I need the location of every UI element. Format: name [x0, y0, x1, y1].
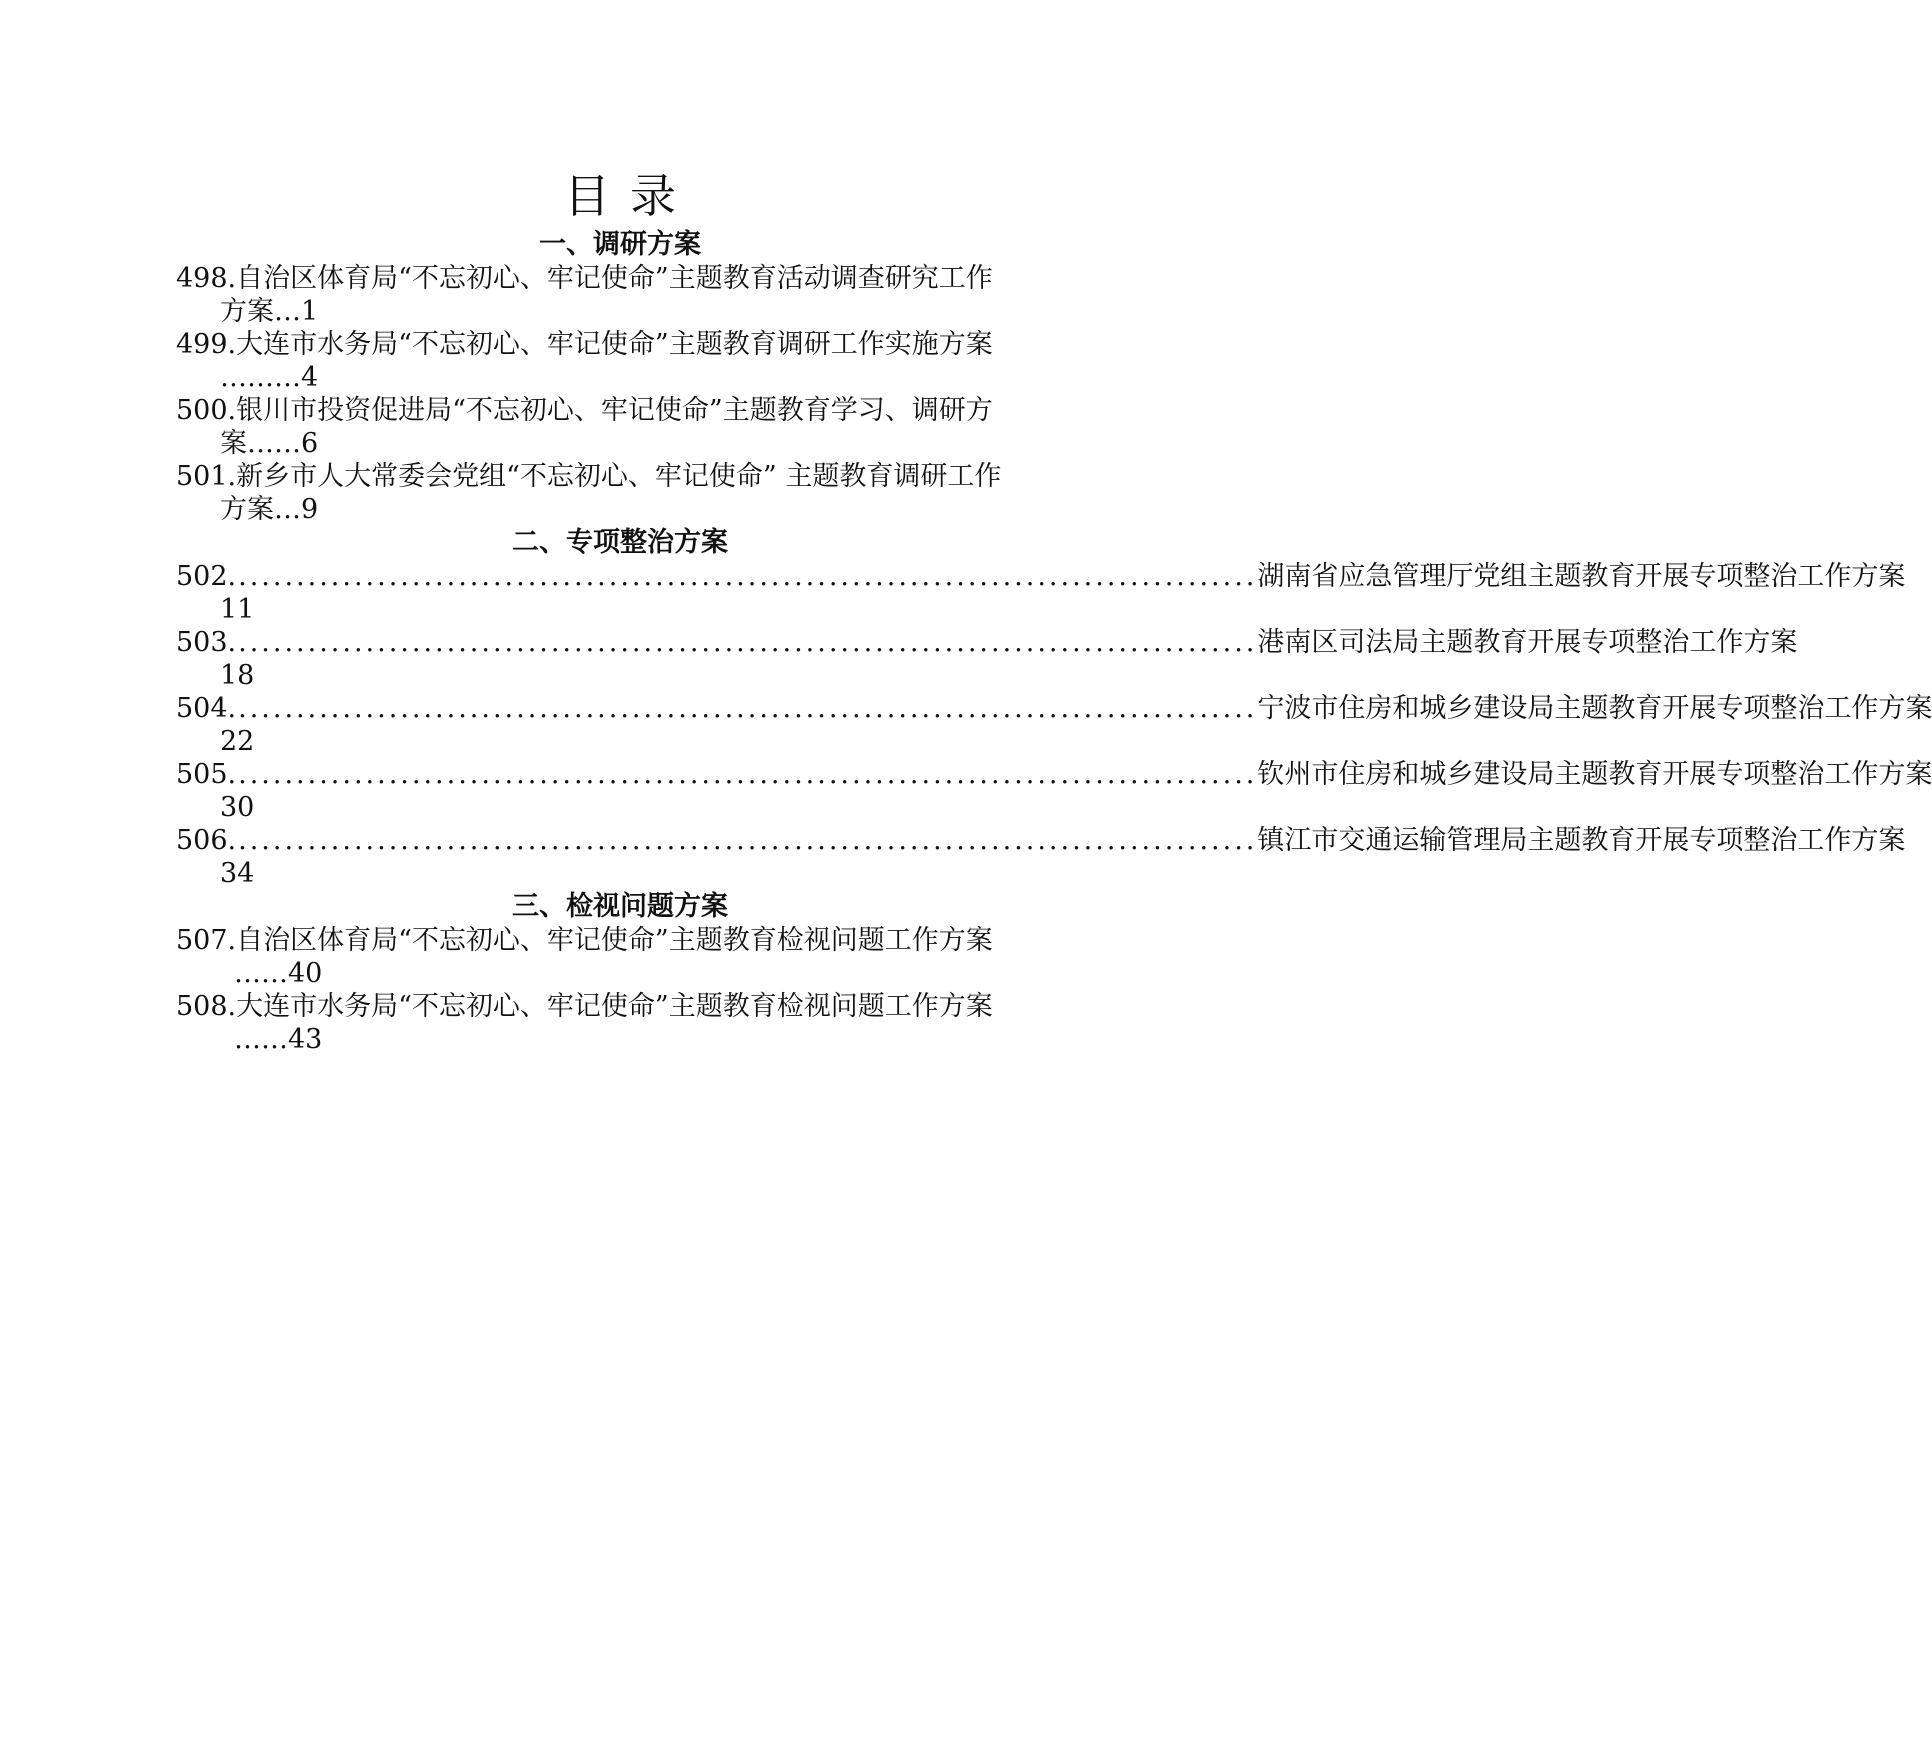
entry-number: 498.	[176, 263, 237, 294]
entry-page-number: 22	[220, 726, 255, 757]
entry-number: 499.	[176, 329, 237, 360]
entry-title: 自治区体育局“不忘初心、牢记使命”主题教育活动调查研究工作	[236, 263, 993, 294]
toc-entry-503[interactable]	[176, 626, 1798, 692]
toc-entry-504[interactable]	[176, 692, 1932, 758]
toc-entry-506[interactable]	[176, 824, 1906, 890]
entry-title: 宁波市住房和城乡建设局主题教育开展专项整治工作方案	[1257, 693, 1932, 724]
section-heading-inspection: 三、检视问题方案	[512, 891, 728, 922]
entry-number: 508.	[176, 991, 237, 1022]
toc-entry-505[interactable]	[176, 758, 1932, 824]
dot-leader: ........................................................................................	[238, 759, 1258, 790]
entry-number: 505.	[176, 759, 237, 790]
toc-entry-498[interactable]	[176, 262, 1176, 327]
entry-page-number: 11	[220, 594, 255, 625]
entry-continuation: 方案…1	[220, 296, 319, 327]
entry-number: 502.	[176, 561, 237, 592]
entry-number: 504.	[176, 693, 237, 724]
entry-title: 大连市水务局“不忘初心、牢记使命”主题教育调研工作实施方案	[236, 329, 993, 360]
entry-continuation: 方案…9	[220, 494, 319, 525]
entry-number: 506.	[176, 825, 237, 856]
dot-leader: ........................................................................................	[238, 627, 1258, 658]
entry-number: 501.	[176, 461, 237, 492]
entry-continuation: 案……6	[220, 428, 319, 459]
entry-number: 503.	[176, 627, 237, 658]
entry-title: 银川市投资促进局“不忘初心、牢记使命”主题教育学习、调研方	[236, 395, 993, 426]
entry-page-number: 34	[220, 858, 255, 889]
toc-entry-502[interactable]	[176, 560, 1906, 626]
section-heading-rectification: 二、专项整治方案	[512, 527, 728, 558]
toc-entry-507[interactable]	[176, 924, 1176, 989]
dot-leader: ........................................................................................	[238, 561, 1258, 592]
entry-title: 大连市水务局“不忘初心、牢记使命”主题教育检视问题工作方案	[236, 991, 993, 1022]
toc-entry-500[interactable]	[176, 394, 1176, 459]
entry-title: 新乡市人大常委会党组“不忘初心、牢记使命” 主题教育调研工作	[236, 461, 1002, 492]
dot-leader: ........................................................................................	[238, 825, 1258, 856]
dot-leader: ........................................................................................	[238, 693, 1258, 724]
entry-number: 507.	[176, 925, 237, 956]
toc-title: 目录	[564, 169, 696, 223]
entry-title: 自治区体育局“不忘初心、牢记使命”主题教育检视问题工作方案	[236, 925, 993, 956]
entry-continuation: ……43	[234, 1024, 323, 1055]
entry-page-number: 30	[220, 792, 255, 823]
entry-title: 港南区司法局主题教育开展专项整治工作方案	[1257, 627, 1798, 658]
entry-title: 钦州市住房和城乡建设局主题教育开展专项整治工作方案	[1257, 759, 1932, 790]
entry-continuation: ………4	[220, 362, 319, 393]
section-heading-research: 一、调研方案	[539, 229, 701, 260]
entry-title: 镇江市交通运输管理局主题教育开展专项整治工作方案	[1257, 825, 1906, 856]
toc-entry-499[interactable]	[176, 328, 1176, 393]
entry-continuation: ……40	[234, 958, 323, 989]
toc-entry-508[interactable]	[176, 990, 1176, 1055]
entry-number: 500.	[176, 395, 237, 426]
entry-title: 湖南省应急管理厅党组主题教育开展专项整治工作方案	[1257, 561, 1906, 592]
toc-entry-501[interactable]	[176, 460, 1176, 525]
entry-page-number: 18	[220, 660, 255, 691]
